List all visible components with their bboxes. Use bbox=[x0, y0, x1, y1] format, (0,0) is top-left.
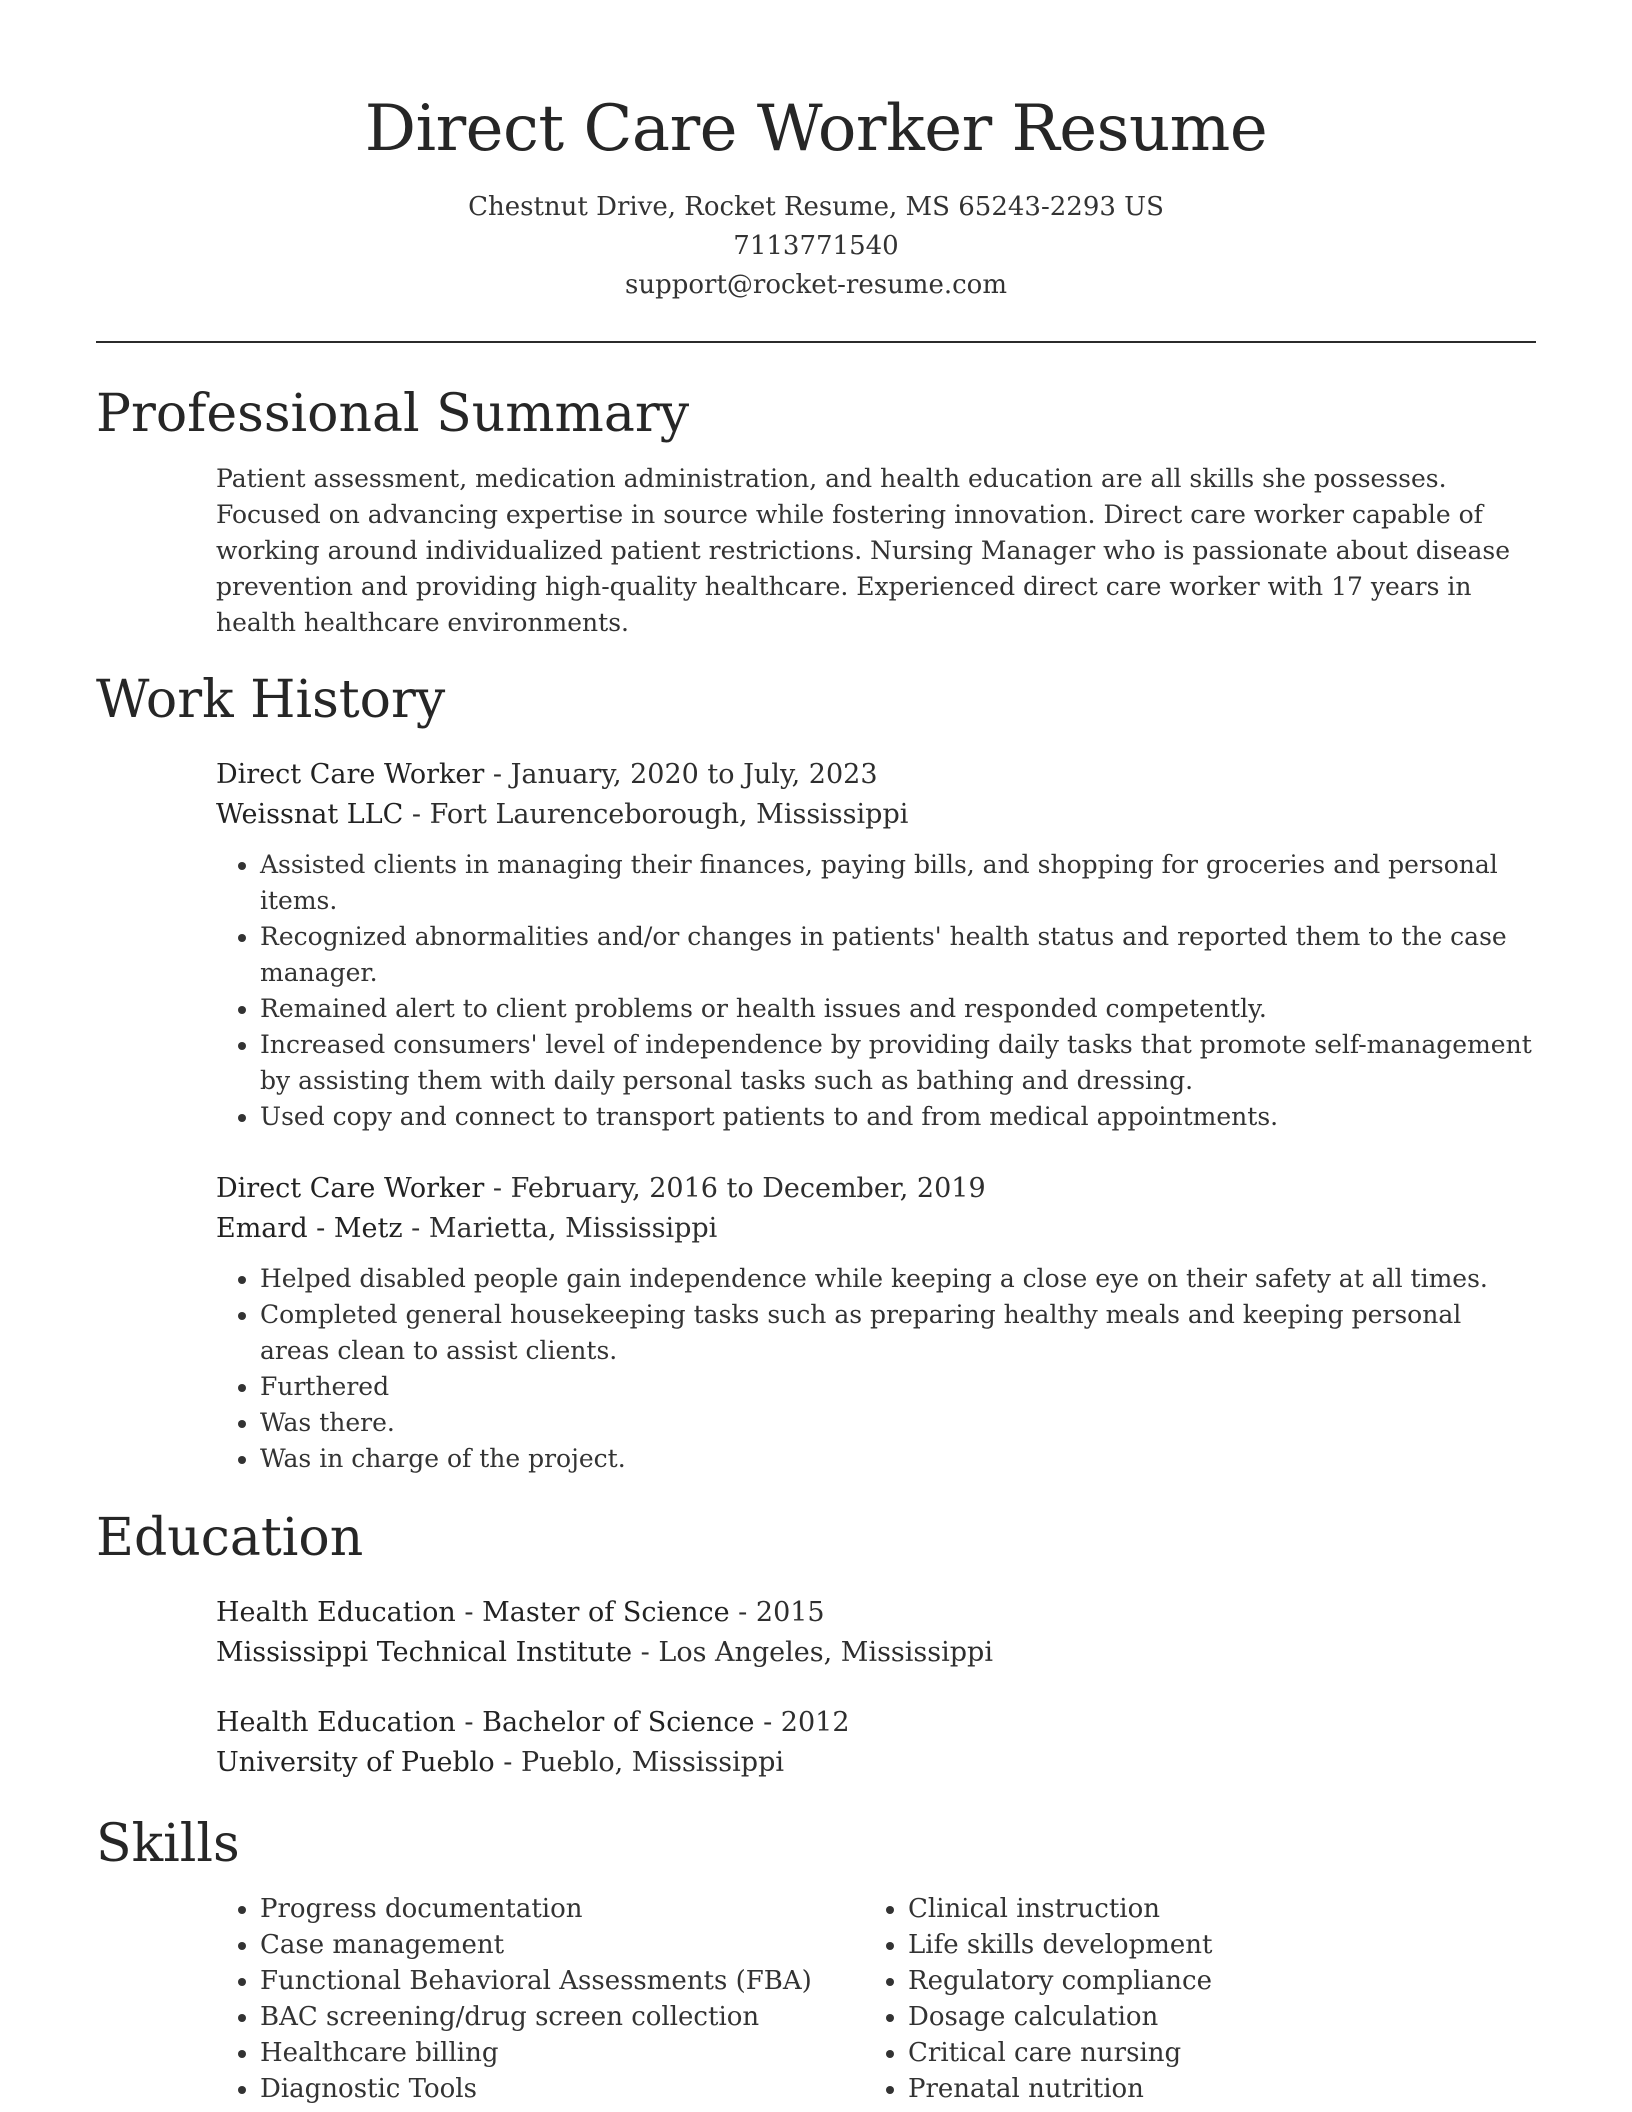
job-entry bbox=[216, 755, 1536, 1135]
skill-item: • Regulatory compliance bbox=[908, 1963, 1508, 1999]
skill-item: • Healthcare billing bbox=[260, 2035, 860, 2071]
edu-year: 2012 bbox=[780, 1707, 850, 1738]
contact-info bbox=[96, 188, 1536, 305]
list-item: • Recognized abnormalities and/or changes in patients' health status and reported them to the case manager. bbox=[260, 919, 1536, 991]
education-entry bbox=[216, 1593, 1536, 1673]
edu-field: Health Education bbox=[216, 1707, 456, 1738]
skill-item: • Functional Behavioral Assessments (FBA) bbox=[260, 1963, 860, 1999]
job-role: Direct Care Worker bbox=[216, 1173, 485, 1204]
skills-list-right bbox=[860, 1891, 1508, 2107]
skill-item: • Critical care nursing bbox=[908, 2035, 1508, 2071]
skill-item: • Progress documentation bbox=[260, 1891, 860, 1927]
skill-item: • Prenatal nutrition bbox=[908, 2071, 1508, 2107]
summary-heading: Professional Summary bbox=[96, 384, 690, 444]
job-role-line: Direct Care Worker - January, 2020 to July, 2023 bbox=[216, 759, 878, 790]
list-item: • Increased consumers' level of independence by providing daily tasks that promote self-management by assisting them with daily personal tasks such as bathing and dressing. bbox=[260, 1027, 1536, 1099]
list-item: • Used copy and connect to transport patients to and from medical appointments. bbox=[260, 1099, 1536, 1135]
work-history-heading: Work History bbox=[96, 670, 446, 730]
list-item: • Helped disabled people gain independence while keeping a close eye on their safety at all times. bbox=[260, 1261, 1536, 1297]
edu-location: Pueblo, Mississippi bbox=[520, 1747, 784, 1778]
skill-item: • BAC screening/drug screen collection bbox=[260, 1999, 860, 2035]
list-item: • Remained alert to client problems or health issues and responded competently. bbox=[260, 991, 1536, 1027]
list-item: • Was in charge of the project. bbox=[260, 1441, 1536, 1477]
list-item: • Completed general housekeeping tasks such as preparing healthy meals and keeping personal areas clean to assist clients. bbox=[260, 1297, 1536, 1369]
edu-school: University of Pueblo bbox=[216, 1747, 495, 1778]
phone: 7113771540 bbox=[733, 231, 899, 261]
work-history-section bbox=[96, 755, 1536, 1477]
job-role-line: Direct Care Worker - February, 2016 to December, 2019 bbox=[216, 1173, 986, 1204]
job-bullets bbox=[216, 847, 1536, 1135]
job-company: Weissnat LLC bbox=[216, 799, 404, 830]
edu-year: 2015 bbox=[755, 1597, 825, 1628]
summary-section bbox=[96, 461, 1536, 641]
job-location: Fort Laurenceborough, Mississippi bbox=[429, 799, 909, 830]
address: Chestnut Drive, Rocket Resume, MS 65243-2293 US bbox=[468, 192, 1164, 222]
list-item: • Furthered bbox=[260, 1369, 1536, 1405]
skills-columns bbox=[216, 1891, 1536, 2107]
education-heading: Education bbox=[96, 1508, 364, 1568]
job-company-line: Emard - Metz - Marietta, Mississippi bbox=[216, 1213, 718, 1244]
edu-location: Los Angeles, Mississippi bbox=[658, 1637, 993, 1668]
summary-text: Patient assessment, medication administration, and health education are all skills she possesses. Focused on advancing expertise in source while fostering innovation. Direct care worker capable of working around individualized patient restrictions. Nursing Manager who is passionate about disease prevention and providing high-quality healthcare. Experienced direct care worker with 17 years in health healthcare environments. bbox=[216, 464, 1511, 637]
edu-degree: Bachelor of Science bbox=[482, 1707, 755, 1738]
job-role: Direct Care Worker bbox=[216, 759, 485, 790]
education-section bbox=[96, 1593, 1536, 1783]
job-dates: January, 2020 to July, 2023 bbox=[510, 759, 878, 790]
email: support@rocket-resume.com bbox=[624, 270, 1007, 300]
skill-item: • Case management bbox=[260, 1927, 860, 1963]
degree-line: Health Education - Bachelor of Science - 2012 bbox=[216, 1707, 850, 1738]
degree-line: Health Education - Master of Science - 2015 bbox=[216, 1597, 825, 1628]
skill-item: • Clinical instruction bbox=[908, 1891, 1508, 1927]
job-dates: February, 2016 to December, 2019 bbox=[510, 1173, 986, 1204]
skill-item: • Dosage calculation bbox=[908, 1999, 1508, 2035]
skill-item: • Diagnostic Tools bbox=[260, 2071, 860, 2107]
job-bullets bbox=[216, 1261, 1536, 1477]
job-company-line: Weissnat LLC - Fort Laurenceborough, Mississippi bbox=[216, 799, 909, 830]
job-entry bbox=[216, 1169, 1536, 1477]
edu-field: Health Education bbox=[216, 1597, 456, 1628]
resume-header bbox=[96, 84, 1536, 305]
list-item: • Assisted clients in managing their finances, paying bills, and shopping for groceries and personal items. bbox=[260, 847, 1536, 919]
job-company: Emard - Metz bbox=[216, 1213, 403, 1244]
skill-item: • Life skills development bbox=[908, 1927, 1508, 1963]
skills-section bbox=[96, 1891, 1536, 2107]
job-location: Marietta, Mississippi bbox=[428, 1213, 718, 1244]
skills-list-left bbox=[216, 1891, 860, 2107]
edu-degree: Master of Science bbox=[482, 1597, 730, 1628]
education-entry bbox=[216, 1703, 1536, 1783]
skills-heading: Skills bbox=[96, 1814, 240, 1874]
list-item: • Was there. bbox=[260, 1405, 1536, 1441]
school-line: University of Pueblo - Pueblo, Mississippi bbox=[216, 1747, 784, 1778]
resume-title: Direct Care Worker Resume bbox=[364, 92, 1268, 166]
school-line: Mississippi Technical Institute - Los Angeles, Mississippi bbox=[216, 1637, 993, 1668]
header-divider bbox=[96, 341, 1536, 343]
edu-school: Mississippi Technical Institute bbox=[216, 1637, 633, 1668]
